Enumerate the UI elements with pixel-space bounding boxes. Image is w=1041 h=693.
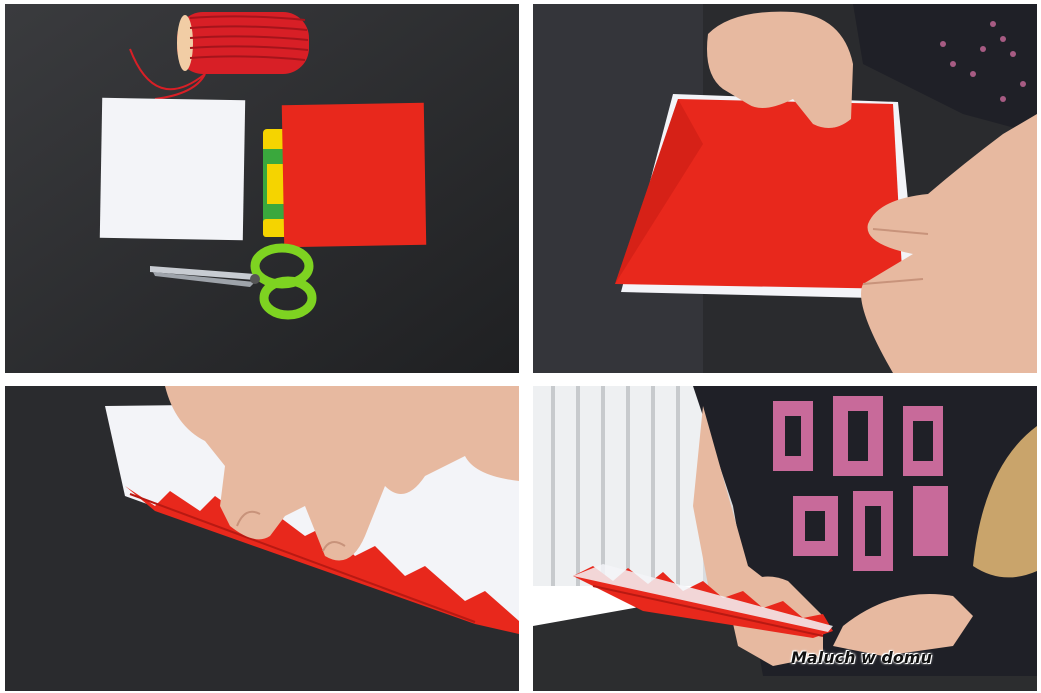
watermark-text: Maluch w domu — [791, 648, 932, 667]
photo-holding-strip — [533, 386, 1037, 691]
photo-pleating-paper — [5, 386, 519, 691]
red-paper-square — [282, 103, 426, 247]
photo-folding-paper — [533, 4, 1037, 373]
photo-materials — [5, 4, 519, 373]
radiator — [533, 386, 703, 586]
white-paper-square — [100, 98, 245, 240]
